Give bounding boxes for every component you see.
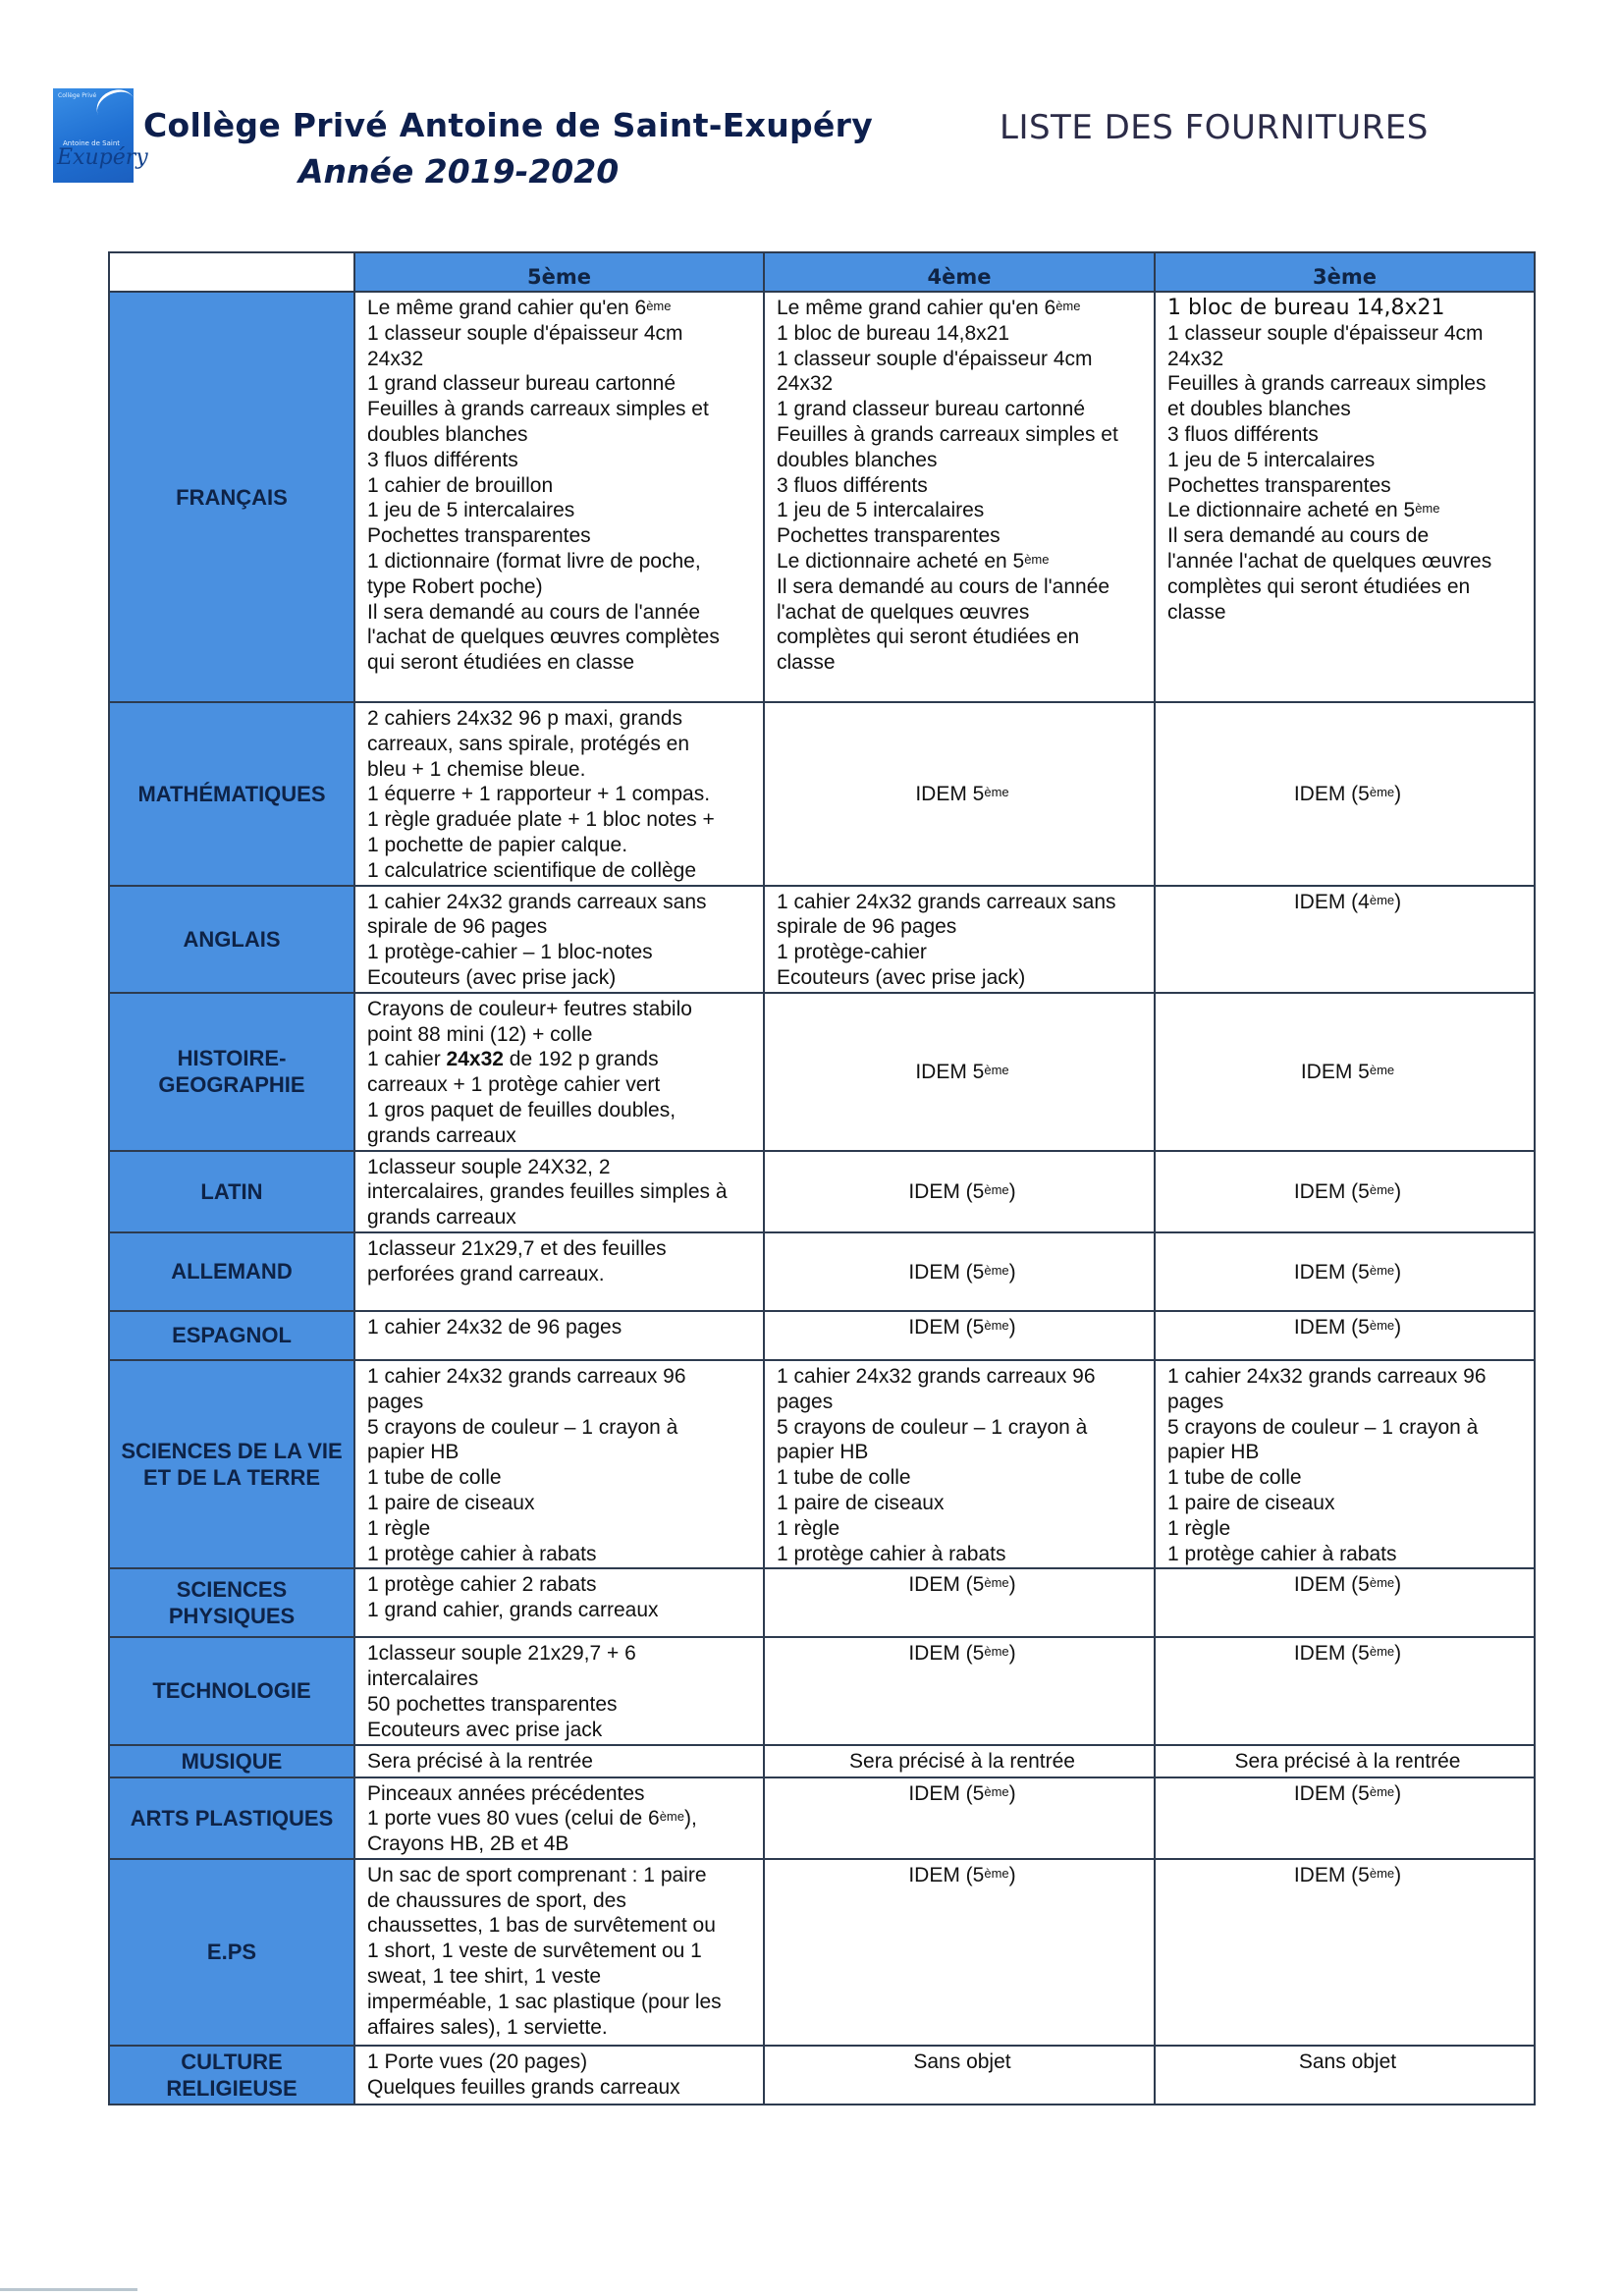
supply-line: Un sac de sport comprenant : 1 paire bbox=[367, 1863, 707, 1886]
supplies-cell-5eme bbox=[354, 1859, 764, 2046]
supply-line: imperméable, 1 sac plastique (pour les bbox=[367, 1990, 722, 2013]
supply-line: pages bbox=[1167, 1390, 1224, 1413]
supply-line: 1 grand classeur bureau cartonné bbox=[367, 372, 676, 396]
supplies-cell-3eme bbox=[1155, 1745, 1535, 1777]
supply-line: 1 paire de ciseaux bbox=[1167, 1491, 1335, 1514]
supply-line: 1 gros paquet de feuilles doubles, bbox=[367, 1098, 676, 1121]
supply-line: 2 cahiers 24x32 96 p maxi, grands bbox=[367, 707, 683, 730]
supply-line: 1 protège cahier à rabats bbox=[777, 1542, 1006, 1565]
supply-line: l'année l'achat de quelques œuvres bbox=[1167, 549, 1492, 573]
table-row bbox=[109, 292, 1535, 702]
supply-line: Le dictionnaire acheté en 5ème bbox=[777, 549, 1050, 573]
supplies-cell-3eme bbox=[1155, 1568, 1535, 1637]
supply-line: Sera précisé à la rentrée bbox=[1234, 1749, 1461, 1773]
supplies-cell-5eme bbox=[354, 1637, 764, 1744]
supply-line: point 88 mini (12) + colle bbox=[367, 1022, 593, 1046]
supply-line: 3 fluos différents bbox=[777, 473, 928, 497]
supplies-cell-3eme bbox=[1155, 1151, 1535, 1232]
logo-text-small: Antoine de Saint bbox=[63, 139, 120, 147]
logo-swoosh bbox=[91, 83, 140, 130]
supply-line: 1 règle bbox=[367, 1516, 431, 1540]
supply-line: IDEM (5ème) bbox=[1293, 1781, 1402, 1805]
supply-line: 1 bloc de bureau 14,8x21 bbox=[777, 321, 1010, 345]
supply-line: 1 cahier 24x32 de 192 p grands bbox=[367, 1048, 659, 1071]
supplies-cell-4eme bbox=[764, 1777, 1155, 1859]
supply-line: 5 crayons de couleur – 1 crayon à bbox=[777, 1415, 1088, 1439]
supply-line: l'achat de quelques œuvres bbox=[777, 600, 1030, 624]
supply-line: 1 tube de colle bbox=[367, 1466, 502, 1490]
supplies-table bbox=[108, 251, 1536, 2105]
supply-line: 24x32 bbox=[777, 372, 834, 396]
supplies-cell-4eme bbox=[764, 993, 1155, 1151]
supply-line: classe bbox=[777, 651, 836, 675]
supply-line: IDEM 5ème bbox=[1300, 1061, 1395, 1084]
supply-line: Pochettes transparentes bbox=[777, 524, 1001, 548]
supply-line: Il sera demandé au cours de bbox=[1167, 524, 1430, 548]
supply-line: complètes qui seront étudiées en bbox=[777, 626, 1080, 649]
subject-cell: ESPAGNOL bbox=[109, 1311, 354, 1360]
supply-line: IDEM 5ème bbox=[915, 1061, 1009, 1084]
table-row bbox=[109, 1859, 1535, 2046]
supply-line: IDEM (5ème) bbox=[908, 1180, 1016, 1204]
table-row bbox=[109, 886, 1535, 993]
supplies-cell-3eme bbox=[1155, 1311, 1535, 1360]
supply-line: type Robert poche) bbox=[367, 574, 543, 598]
supply-line: 24x32 bbox=[367, 347, 424, 370]
table-row bbox=[109, 1637, 1535, 1744]
supplies-cell-3eme bbox=[1155, 1360, 1535, 1568]
school-logo bbox=[53, 88, 148, 183]
supply-line: Sera précisé à la rentrée bbox=[367, 1749, 593, 1773]
supply-line: IDEM (4ème) bbox=[1293, 890, 1402, 913]
supplies-cell-4eme bbox=[764, 1637, 1155, 1744]
supply-line: 1 protège-cahier – 1 bloc-notes bbox=[367, 941, 653, 964]
supply-line: 1 protège cahier 2 rabats bbox=[367, 1573, 597, 1597]
supplies-cell-4eme bbox=[764, 1859, 1155, 2046]
subject-cell: FRANÇAIS bbox=[109, 292, 354, 702]
supply-line: 1 Porte vues (20 pages) bbox=[367, 2050, 588, 2073]
supply-line: Le même grand cahier qu'en 6ème bbox=[777, 297, 1081, 319]
supply-line: IDEM (5ème) bbox=[1293, 1642, 1402, 1666]
supply-line: carreaux + 1 protège cahier vert bbox=[367, 1073, 661, 1097]
table-row bbox=[109, 702, 1535, 886]
table-row bbox=[109, 1232, 1535, 1311]
supplies-cell-4eme bbox=[764, 1568, 1155, 1637]
supply-line: IDEM (5ème) bbox=[908, 1573, 1016, 1597]
table-row bbox=[109, 1151, 1535, 1232]
subject-cell: E.PS bbox=[109, 1859, 354, 2046]
supplies-cell-3eme bbox=[1155, 993, 1535, 1151]
supply-line: 1 équerre + 1 rapporteur + 1 compas. bbox=[367, 783, 711, 806]
supplies-cell-5eme bbox=[354, 1360, 764, 1568]
table-row bbox=[109, 1568, 1535, 1637]
supplies-cell-4eme bbox=[764, 1232, 1155, 1311]
supply-line: Le même grand cahier qu'en 6ème bbox=[367, 297, 672, 319]
supply-line: 1 jeu de 5 intercalaires bbox=[1167, 448, 1376, 471]
supplies-cell-5eme bbox=[354, 886, 764, 993]
supply-line: 1 cahier 24x32 grands carreaux 96 bbox=[367, 1364, 686, 1388]
supplies-cell-3eme bbox=[1155, 702, 1535, 886]
supply-line: 1 cahier 24x32 grands carreaux sans bbox=[367, 890, 707, 913]
table-row bbox=[109, 1745, 1535, 1777]
supply-line: Le dictionnaire acheté en 5ème bbox=[1167, 499, 1440, 522]
supply-line: papier HB bbox=[367, 1441, 460, 1464]
page-title: LISTE DES FOURNITURES bbox=[1000, 108, 1429, 147]
supply-line: Pinceaux années précédentes bbox=[367, 1781, 645, 1805]
supply-line: IDEM (5ème) bbox=[908, 1863, 1016, 1886]
supply-line: 1 cahier de brouillon bbox=[367, 473, 554, 497]
supply-line: 1 paire de ciseaux bbox=[367, 1491, 535, 1514]
column-header-5eme: 5ème bbox=[354, 252, 764, 292]
supply-line: spirale de 96 pages bbox=[777, 915, 957, 939]
supplies-table-wrapper bbox=[108, 251, 1536, 2105]
supply-line: Quelques feuilles grands carreaux bbox=[367, 2075, 680, 2099]
supplies-cell-5eme bbox=[354, 2046, 764, 2105]
subject-cell: ALLEMAND bbox=[109, 1232, 354, 1311]
supply-line: Il sera demandé au cours de l'année bbox=[367, 600, 701, 624]
subject-cell: SCIENCES PHYSIQUES bbox=[109, 1568, 354, 1637]
supply-line: intercalaires bbox=[367, 1667, 479, 1691]
supply-line: spirale de 96 pages bbox=[367, 915, 548, 939]
supply-line: 1 pochette de papier calque. bbox=[367, 833, 628, 856]
supply-line: qui seront étudiées en classe bbox=[367, 651, 635, 675]
supply-line: 1 bloc de bureau 14,8x21 bbox=[1167, 296, 1445, 320]
supply-line: l'achat de quelques œuvres complètes bbox=[367, 626, 720, 649]
supplies-cell-3eme bbox=[1155, 292, 1535, 702]
supplies-cell-5eme bbox=[354, 1311, 764, 1360]
supply-line: 1 tube de colle bbox=[777, 1466, 911, 1490]
supply-line: chaussettes, 1 bas de survêtement ou bbox=[367, 1914, 716, 1938]
school-year: Année 2019-2020 bbox=[298, 152, 620, 191]
supply-line: doubles blanches bbox=[777, 448, 938, 471]
table-row bbox=[109, 1777, 1535, 1859]
supply-line: 1 cahier 24x32 grands carreaux 96 bbox=[1167, 1364, 1487, 1388]
supply-line: Sans objet bbox=[913, 2050, 1011, 2073]
supply-line: doubles blanches bbox=[367, 422, 528, 446]
supplies-cell-5eme bbox=[354, 1745, 764, 1777]
supply-line: 1 grand cahier, grands carreaux bbox=[367, 1599, 659, 1622]
supply-line: 1 protège cahier à rabats bbox=[367, 1542, 597, 1565]
supply-line: 1 cahier 24x32 de 96 pages bbox=[367, 1315, 622, 1339]
table-header-row bbox=[109, 252, 1535, 292]
supply-line: carreaux, sans spirale, protégés en bbox=[367, 732, 690, 755]
supplies-cell-4eme bbox=[764, 292, 1155, 702]
supplies-cell-3eme bbox=[1155, 1232, 1535, 1311]
supply-line: 1 règle bbox=[1167, 1516, 1231, 1540]
supply-line: IDEM (5ème) bbox=[1293, 783, 1402, 806]
supply-line: Ecouteurs (avec prise jack) bbox=[367, 965, 617, 989]
column-header-3eme: 3ème bbox=[1155, 252, 1535, 292]
subject-cell: LATIN bbox=[109, 1151, 354, 1232]
table-row bbox=[109, 2046, 1535, 2105]
supply-line: pages bbox=[367, 1390, 424, 1413]
supply-line: 1classeur 21x29,7 et des feuilles bbox=[367, 1236, 667, 1260]
supply-line: Feuilles à grands carreaux simples bbox=[1167, 372, 1487, 396]
supplies-cell-5eme bbox=[354, 1232, 764, 1311]
supply-line: pages bbox=[777, 1390, 834, 1413]
subject-cell: SCIENCES DE LA VIE ET DE LA TERRE bbox=[109, 1360, 354, 1568]
supply-line: 1 règle graduée plate + 1 bloc notes + bbox=[367, 808, 715, 832]
supply-line: bleu + 1 chemise bleue. bbox=[367, 757, 586, 781]
supply-line: complètes qui seront étudiées en bbox=[1167, 574, 1471, 598]
header-corner bbox=[109, 252, 354, 292]
supplies-cell-3eme bbox=[1155, 1859, 1535, 2046]
supply-line: 50 pochettes transparentes bbox=[367, 1692, 618, 1716]
supply-line: IDEM (5ème) bbox=[1293, 1573, 1402, 1597]
supply-line: 5 crayons de couleur – 1 crayon à bbox=[1167, 1415, 1479, 1439]
subject-cell: MATHÉMATIQUES bbox=[109, 702, 354, 886]
supply-line: Il sera demandé au cours de l'année bbox=[777, 574, 1110, 598]
supply-line: affaires sales), 1 serviette. bbox=[367, 2015, 608, 2039]
supply-line: 1 cahier 24x32 grands carreaux 96 bbox=[777, 1364, 1096, 1388]
supply-line: Feuilles à grands carreaux simples et bbox=[367, 398, 709, 421]
supply-line: 1 protège-cahier bbox=[777, 941, 927, 964]
supplies-cell-4eme bbox=[764, 1360, 1155, 1568]
supply-line: de chaussures de sport, des bbox=[367, 1888, 626, 1912]
supply-line: IDEM (5ème) bbox=[1293, 1180, 1402, 1204]
supplies-cell-4eme bbox=[764, 702, 1155, 886]
supply-line: Pochettes transparentes bbox=[367, 524, 591, 548]
supply-line: 1 tube de colle bbox=[1167, 1466, 1302, 1490]
supply-line: 1 porte vues 80 vues (celui de 6ème), bbox=[367, 1807, 697, 1831]
supplies-cell-5eme bbox=[354, 292, 764, 702]
supply-line: papier HB bbox=[1167, 1441, 1260, 1464]
supply-line: IDEM 5ème bbox=[915, 783, 1009, 806]
supply-line: 1 classeur souple d'épaisseur 4cm bbox=[777, 347, 1093, 370]
supplies-cell-4eme bbox=[764, 886, 1155, 993]
supply-line: 1 short, 1 veste de survêtement ou 1 bbox=[367, 1940, 702, 1963]
supplies-cell-3eme bbox=[1155, 2046, 1535, 2105]
supply-line: Sera précisé à la rentrée bbox=[849, 1749, 1075, 1773]
supply-line: 1 classeur souple d'épaisseur 4cm bbox=[1167, 321, 1484, 345]
supplies-cell-3eme bbox=[1155, 1637, 1535, 1744]
supply-line: 5 crayons de couleur – 1 crayon à bbox=[367, 1415, 678, 1439]
supplies-cell-5eme bbox=[354, 1568, 764, 1637]
supply-line: IDEM (5ème) bbox=[908, 1315, 1016, 1339]
supply-line: 1 règle bbox=[777, 1516, 840, 1540]
supply-line: 1 paire de ciseaux bbox=[777, 1491, 945, 1514]
supply-line: perforées grand carreaux. bbox=[367, 1262, 605, 1285]
supply-line: 1 protège cahier à rabats bbox=[1167, 1542, 1397, 1565]
supply-line: Crayons de couleur+ feutres stabilo bbox=[367, 997, 692, 1020]
subject-cell: CULTURE RELIGIEUSE bbox=[109, 2046, 354, 2105]
supply-line: classe bbox=[1167, 600, 1226, 624]
supply-line: 3 fluos différents bbox=[1167, 422, 1319, 446]
supplies-cell-4eme bbox=[764, 1151, 1155, 1232]
supplies-cell-4eme bbox=[764, 2046, 1155, 2105]
supply-line: grands carreaux bbox=[367, 1206, 516, 1230]
supply-line: et doubles blanches bbox=[1167, 398, 1351, 421]
supply-line: grands carreaux bbox=[367, 1123, 516, 1147]
supply-line: 1 jeu de 5 intercalaires bbox=[367, 499, 575, 522]
supplies-cell-5eme bbox=[354, 1151, 764, 1232]
supplies-cell-3eme bbox=[1155, 1777, 1535, 1859]
supply-line: 1classeur souple 24X32, 2 bbox=[367, 1155, 611, 1178]
subject-cell: TECHNOLOGIE bbox=[109, 1637, 354, 1744]
supply-line: 1 cahier 24x32 grands carreaux sans bbox=[777, 890, 1116, 913]
supplies-cell-4eme bbox=[764, 1311, 1155, 1360]
supplies-cell-5eme bbox=[354, 1777, 764, 1859]
supply-line: 1 grand classeur bureau cartonné bbox=[777, 398, 1086, 421]
supply-line: 1classeur souple 21x29,7 + 6 bbox=[367, 1642, 636, 1666]
supply-line: papier HB bbox=[777, 1441, 869, 1464]
supply-line: sweat, 1 tee shirt, 1 veste bbox=[367, 1965, 602, 1989]
column-header-4eme: 4ème bbox=[764, 252, 1155, 292]
table-row bbox=[109, 1311, 1535, 1360]
supplies-cell-5eme bbox=[354, 993, 764, 1151]
supply-line: Ecouteurs (avec prise jack) bbox=[777, 965, 1026, 989]
subject-cell: ANGLAIS bbox=[109, 886, 354, 993]
supply-line: Crayons HB, 2B et 4B bbox=[367, 1832, 569, 1856]
supply-line: intercalaires, grandes feuilles simples à bbox=[367, 1180, 728, 1204]
supplies-cell-5eme bbox=[354, 702, 764, 886]
supply-line: 1 classeur souple d'épaisseur 4cm bbox=[367, 321, 683, 345]
supply-line: Sans objet bbox=[1298, 2050, 1397, 2073]
subject-cell: MUSIQUE bbox=[109, 1745, 354, 1777]
supply-line: Ecouteurs avec prise jack bbox=[367, 1718, 603, 1741]
supply-line: Pochettes transparentes bbox=[1167, 473, 1391, 497]
logo-text-big: Exupéry bbox=[57, 145, 148, 170]
supply-line: Feuilles à grands carreaux simples et bbox=[777, 422, 1118, 446]
subject-cell: HISTOIRE-GEOGRAPHIE bbox=[109, 993, 354, 1151]
supply-line: 24x32 bbox=[1167, 347, 1224, 370]
supply-line: IDEM (5ème) bbox=[1293, 1863, 1402, 1886]
supply-line: IDEM (5ème) bbox=[908, 1642, 1016, 1666]
supply-line: IDEM (5ème) bbox=[908, 1261, 1016, 1285]
supply-line: IDEM (5ème) bbox=[1293, 1261, 1402, 1285]
supplies-cell-3eme bbox=[1155, 886, 1535, 993]
supply-line: IDEM (5ème) bbox=[1293, 1315, 1402, 1339]
supply-line: 1 jeu de 5 intercalaires bbox=[777, 499, 985, 522]
table-row bbox=[109, 993, 1535, 1151]
logo-text-top: Collège Privé bbox=[58, 92, 97, 99]
school-name: Collège Privé Antoine de Saint-Exupéry bbox=[143, 106, 874, 144]
subject-cell: ARTS PLASTIQUES bbox=[109, 1777, 354, 1859]
scan-artifact-line bbox=[0, 2288, 137, 2291]
table-row bbox=[109, 1360, 1535, 1568]
supplies-cell-4eme bbox=[764, 1745, 1155, 1777]
table-body bbox=[109, 292, 1535, 2105]
supply-line: 1 calculatrice scientifique de collège bbox=[367, 858, 697, 882]
supply-line: 1 dictionnaire (format livre de poche, bbox=[367, 549, 701, 573]
supply-line: IDEM (5ème) bbox=[908, 1781, 1016, 1805]
supply-line: 3 fluos différents bbox=[367, 448, 518, 471]
